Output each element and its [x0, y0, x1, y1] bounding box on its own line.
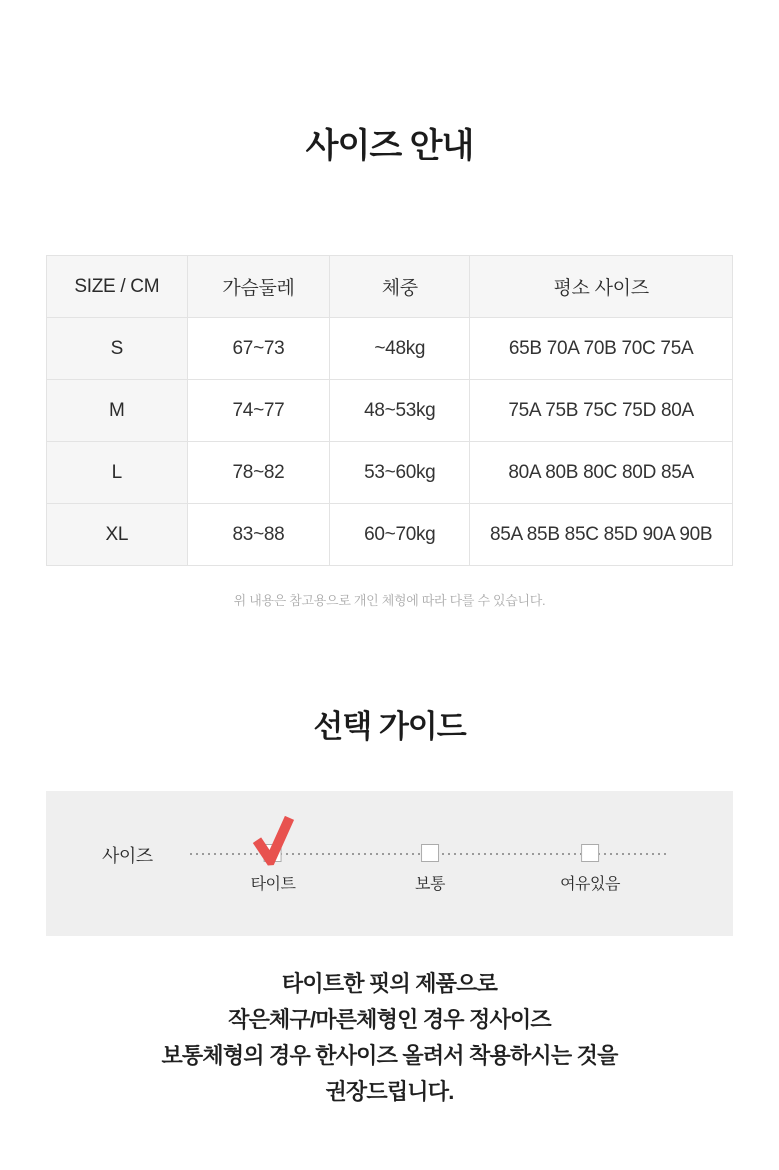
loose-label: 여유있음: [560, 876, 620, 893]
fit-description-line: 권장드립니다.: [325, 1079, 454, 1104]
cell-size: S: [47, 318, 188, 380]
table-row: [47, 318, 733, 380]
cell-chest: 74~77: [187, 380, 330, 442]
page-title: 사이즈 안내: [305, 127, 474, 165]
cell-usual: 80A 80B 80C 80D 85A: [470, 442, 733, 504]
selection-guide-title: 선택 가이드: [313, 709, 466, 744]
fit-description-line: 보통체형의 경우 한사이즈 올려서 착용하시는 것을: [161, 1043, 618, 1068]
header-cell-size: SIZE / CM: [47, 256, 188, 318]
cell-usual: 85A 85B 85C 85D 90A 90B: [470, 504, 733, 566]
table-disclaimer-note: 위 내용은 참고용으로 개인 체형에 따라 다를 수 있습니다.: [233, 593, 546, 608]
cell-size: M: [47, 380, 188, 442]
cell-chest: 78~82: [187, 442, 330, 504]
cell-chest: 83~88: [187, 504, 330, 566]
normal-checkbox[interactable]: [421, 844, 439, 862]
fit-description-line: 작은체구/마른체형인 경우 정사이즈: [228, 1007, 551, 1032]
checkmark-icon: [250, 814, 297, 867]
cell-usual: 75A 75B 75C 75D 80A: [470, 380, 733, 442]
fit-selector-panel: [46, 791, 733, 936]
size-table: [46, 255, 733, 566]
tight-label: 타이트: [250, 876, 296, 893]
fit-description-line: 타이트한 핏의 제품으로: [281, 971, 498, 996]
fit-recommendation-text: [0, 966, 779, 1110]
loose-checkbox[interactable]: [581, 844, 599, 862]
table-row: [47, 504, 733, 566]
cell-weight: 53~60kg: [330, 442, 470, 504]
header-cell-chest: 가슴둘레: [187, 256, 330, 318]
header-cell-weight: 체중: [330, 256, 470, 318]
table-header-row: [47, 256, 733, 318]
header-cell-usual: 평소 사이즈: [470, 256, 733, 318]
table-row: [47, 380, 733, 442]
cell-weight: 48~53kg: [330, 380, 470, 442]
fit-option-normal: [415, 844, 445, 894]
cell-size: L: [47, 442, 188, 504]
cell-weight: 60~70kg: [330, 504, 470, 566]
normal-label: 보통: [415, 876, 445, 893]
fit-option-loose: [560, 844, 620, 894]
cell-chest: 67~73: [187, 318, 330, 380]
cell-weight: ~48kg: [330, 318, 470, 380]
fit-row-label: 사이즈: [102, 846, 153, 866]
table-row: [47, 442, 733, 504]
cell-usual: 65B 70A 70B 70C 75A: [470, 318, 733, 380]
cell-size: XL: [47, 504, 188, 566]
